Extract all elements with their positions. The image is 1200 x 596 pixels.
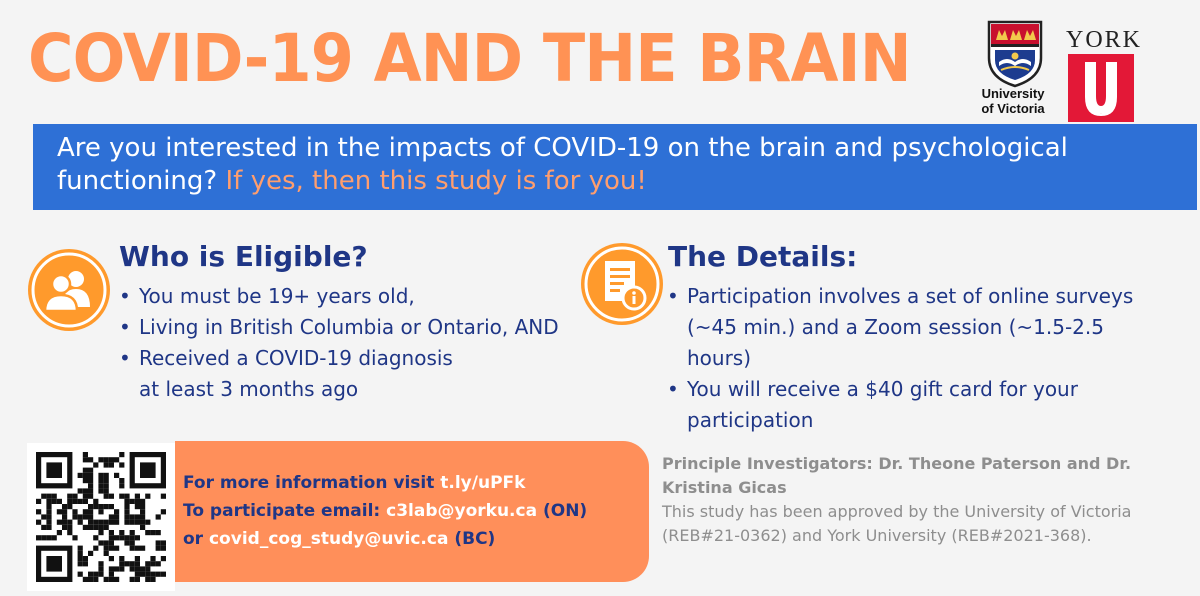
banner-text (57, 132, 1177, 198)
document-info-icon (581, 243, 663, 325)
on-tag: (ON) (537, 501, 588, 521)
york-wordmark: YORK (1065, 27, 1142, 53)
participate-label: To participate email: (183, 501, 387, 521)
uvic-wordmark (972, 86, 1054, 116)
list-item: • You must be 19+ years old, (119, 281, 639, 312)
list-item: • Received a COVID-19 diagnosis at least 3 months ago (119, 343, 469, 405)
eligibility-heading: Who is Eligible? (119, 240, 368, 273)
qr-code[interactable] (27, 443, 175, 591)
info-link[interactable]: t.ly/uPFk (440, 473, 526, 493)
principal-investigators: Principle Investigators: Dr. Theone Paterson and Dr. Kristina Gicas (662, 454, 1132, 497)
question-banner (33, 124, 1197, 210)
people-icon (28, 249, 110, 331)
list-item: • Participation involves a set of online surveys (~45 min.) and a Zoom session (~1.5-2.5 hours) (667, 281, 1147, 374)
qr-code-icon (27, 443, 175, 591)
page-title: COVID-19 AND THE BRAIN (28, 20, 911, 97)
york-letter: U (1100, 114, 1102, 115)
contact-box (175, 441, 649, 582)
details-list (667, 281, 1147, 436)
email-on-link[interactable]: c3lab@yorku.ca (386, 501, 538, 521)
ethics-approval: This study has been approved by the University of Victoria (REB#21-0362) and York University (REB#2021-368). (662, 502, 1132, 545)
bc-tag: (BC) (448, 529, 496, 549)
list-item: • Living in British Columbia or Ontario, AND (119, 312, 639, 343)
banner-highlight: If yes, then this study is for you! (225, 166, 647, 196)
uvic-line-1: University (981, 86, 1045, 101)
york-u-mark-icon (1068, 54, 1134, 122)
info-label: For more information visit (183, 473, 441, 493)
list-item: • You will receive a $40 gift card for your participation (667, 374, 1147, 436)
banner-question: Are you interested in the impacts of COVID-19 on the brain and psychological functioning? (57, 133, 1068, 196)
investigators-block (662, 452, 1182, 548)
uvic-line-2: of Victoria (981, 101, 1045, 116)
eligibility-list (119, 281, 639, 405)
york-logo (1060, 28, 1148, 124)
uvic-logo (972, 20, 1062, 120)
email-bc-link[interactable]: covid_cog_study@uvic.ca (208, 529, 449, 549)
details-heading: The Details: (668, 240, 858, 273)
or-label: or (183, 529, 209, 549)
contact-text (183, 469, 643, 553)
uvic-crest-icon (985, 20, 1045, 88)
